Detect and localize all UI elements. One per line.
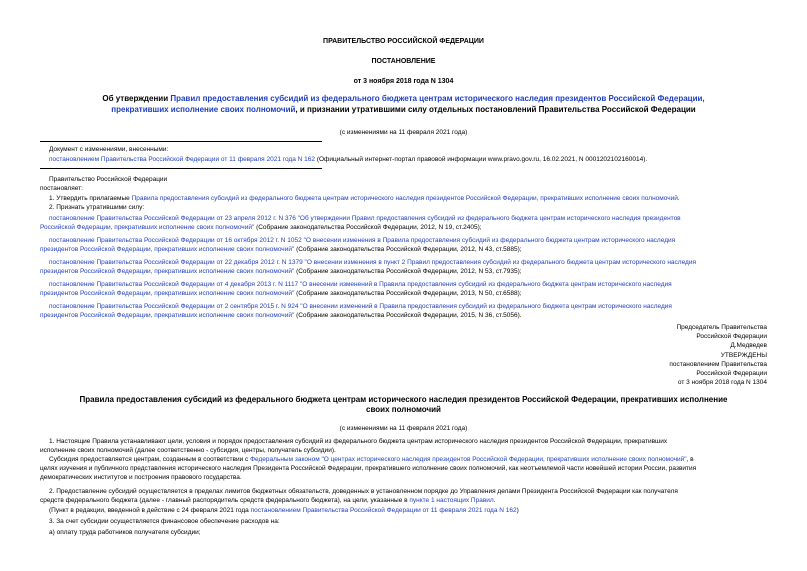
point-1-suffix: . — [677, 195, 680, 202]
rule-subsidy-cont: целях изучения и публичного представления исторического наследия Президента Российской Федерации, прекратившего исполнение своих полномочий, как неотъемлемой части новейшей истории России, развития — [40, 465, 697, 472]
rule-subsidy — [49, 455, 694, 464]
approved-date: от 3 ноября 2018 года N 1304 — [677, 379, 767, 386]
repealed-source: (Собрание законодательства Российской Федерации, 2012, N 43, ст.5885); — [294, 246, 522, 253]
rule-subsidy-suffix: , в — [686, 456, 694, 463]
document-title-line2 — [0, 105, 807, 115]
repealed-source: (Собрание законодательства Российской Федерации, 2015, N 36, ст.5056). — [294, 312, 522, 319]
rule-3a: а) оплату труда работников получателя субсидии; — [49, 529, 201, 536]
rules-link-cont[interactable]: прекративших исполнение своих полномочий — [111, 105, 296, 114]
repealed-link[interactable]: постановление Правительства Российской Федерации от 23 апреля 2012 г. N 376 "Об утверждении Правил предоставления субсидий из федерального бюджета центрам исторического наследия президентов — [49, 215, 681, 222]
rules-title: Правила предоставления субсидий из федерального бюджета центрам исторического наследия президентов Российской Федерации, прекративших исполнение — [79, 395, 728, 404]
point-1 — [49, 194, 680, 203]
repealed-source: (Собрание законодательства Российской Федерации, 2012, N 53, ст.7935); — [294, 268, 522, 275]
amendment-link[interactable]: постановлением Правительства Российской Федерации от 11 февраля 2021 года N 162 — [49, 156, 316, 163]
rule-1: 1. Настоящие Правила устанавливают цели, условия и порядок предоставления субсидий из федерального бюджета центрам исторического наследия президентов Российской Федерации, прекративших — [49, 438, 668, 445]
rule-3: 3. За счет субсидии осуществляется финансовое обеспечение расходов на: — [49, 518, 280, 525]
repealed-link[interactable]: постановление Правительства Российской Федерации от 2 сентября 2015 г. N 924 "О внесении изменений в Правила предоставления субсидий из федерального бюджета центрам исторического наследия — [49, 303, 672, 310]
repealed-item-cont — [40, 289, 522, 298]
repealed-item-cont — [40, 311, 522, 320]
amended-note: (с изменениями на 11 февраля 2021 года) — [339, 129, 468, 136]
amendments-intro: Документ с изменениями, внесенными: — [49, 146, 169, 153]
repealed-link[interactable]: постановление Правительства Российской Федерации от 22 декабря 2012 г. N 1379 "О внесении изменения в пункт 2 Правил предоставления субсидий из федерального бюджета центрам исторического наследия — [49, 259, 696, 266]
decides-line: постановляет: — [40, 185, 83, 192]
point-1-link[interactable]: пункте 1 настоящих Правил — [409, 497, 494, 504]
rule-2-cont — [40, 496, 496, 505]
divider — [40, 141, 322, 142]
repealed-link[interactable]: президентов Российской Федерации, прекративших исполнение своих полномочий" — [40, 268, 295, 275]
amendment-source: (Официальный интернет-портал правовой информации www.pravo.gov.ru, 16.02.2021, N 0001202102160014). — [315, 156, 648, 163]
amendment-link-2[interactable]: постановлением Правительства Российской Федерации от 11 февраля 2021 года N 162 — [250, 507, 517, 514]
approved-by: постановлением Правительства — [669, 361, 767, 368]
repealed-link[interactable]: постановление Правительства Российской Федерации от 16 октября 2012 г. N 1052 "О внесении изменения в Правила предоставления субсидий из федерального бюджета центрам исторического наследия — [49, 237, 676, 244]
repealed-item — [49, 280, 672, 289]
gov-line: Правительство Российской Федерации — [49, 176, 168, 183]
federal-law-link[interactable]: Федеральным законом "О центрах исторического наследия президентов Российской Федерации, прекративших исполнение своих полномочий" — [250, 456, 687, 463]
document-title — [0, 94, 807, 104]
rules-link[interactable]: Правил предоставления субсидий из федерального бюджета центрам исторического наследия президентов Российской Федерации, — [170, 94, 705, 103]
rule-2-prefix: средств федерального бюджета (далее - главный распорядитель средств федерального бюджета), на цели, указанные в — [40, 497, 410, 504]
point-2: 2. Признать утратившими силу: — [49, 204, 145, 211]
authority-heading: ПРАВИТЕЛЬСТВО РОССИЙСКОЙ ФЕДЕРАЦИИ — [323, 38, 484, 45]
repealed-item — [49, 258, 696, 267]
repealed-link[interactable]: президентов Российской Федерации, прекративших исполнение своих полномочий" — [40, 246, 295, 253]
repealed-item-cont — [40, 267, 522, 276]
repealed-source: (Собрание законодательства Российской Федерации, 2012, N 19, ст.2405); — [254, 224, 482, 231]
signature-country: Российской Федерации — [696, 333, 767, 340]
rule-2-note — [49, 506, 519, 515]
repealed-link[interactable]: президентов Российской Федерации, прекративших исполнение своих полномочий" — [40, 312, 295, 319]
repealed-source: (Собрание законодательства Российской Федерации, 2013, N 50, ст.6588); — [294, 290, 522, 297]
doc-type-heading: ПОСТАНОВЛЕНИЕ — [371, 58, 436, 65]
rules-amended: (с изменениями на 11 февраля 2021 года) — [339, 425, 468, 432]
repealed-link[interactable]: постановление Правительства Российской Федерации от 4 декабря 2013 г. N 1117 "О внесении изменений в Правила предоставления субсидий из федерального бюджета центрам исторического наследия — [49, 281, 672, 288]
title-prefix: Об утверждении — [102, 94, 171, 103]
title-suffix: , и признании утратившими силу отдельных постановлений Правительства Российской Федерации — [295, 105, 696, 114]
rules-link-2[interactable]: Правила предоставления субсидий из федерального бюджета центрам исторического наследия президентов Российской Федерации, прекративших исполнение своих полномочий — [131, 195, 678, 202]
rule-1-cont: исполнение своих полномочий (далее соответственно - субсидия, центры, получатель субсидии). — [40, 447, 336, 454]
rule-subsidy-prefix: Субсидия предоставляется центрам, созданным в соответствии с — [49, 456, 251, 463]
signature-name: Д.Медведев — [730, 342, 767, 349]
approved-country: Российской Федерации — [696, 370, 767, 377]
rule-2: 2. Предоставление субсидий осуществляется в пределах лимитов бюджетных обязательств, доведенных в установленном порядке до Управления делами Президента Российской Федерации как получателя — [49, 488, 678, 495]
point-1-prefix: 1. Утвердить прилагаемые — [49, 195, 132, 202]
rule-2-note-suffix: ) — [516, 507, 519, 514]
rules-title-line2: своих полномочий — [366, 405, 441, 414]
signature-title: Председатель Правительства — [676, 324, 767, 331]
approved-label: УТВЕРЖДЕНЫ — [720, 352, 767, 359]
rule-2-note-prefix: (Пункт в редакции, введенной в действие с 24 февраля 2021 года — [49, 507, 251, 514]
repealed-link[interactable]: Российской Федерации, прекративших исполнение своих полномочий" — [40, 224, 255, 231]
repealed-item-cont — [40, 223, 482, 232]
rule-2-suffix: . — [493, 497, 496, 504]
divider — [40, 168, 322, 169]
amendments-line — [49, 155, 647, 164]
repealed-item — [49, 302, 672, 311]
date-number: от 3 ноября 2018 года N 1304 — [353, 78, 454, 85]
repealed-item — [49, 214, 681, 223]
rule-subsidy-cont2: демократических институтов и построения правового государства. — [40, 474, 242, 481]
repealed-item — [49, 236, 675, 245]
repealed-link[interactable]: президентов Российской Федерации, прекративших исполнение своих полномочий" — [40, 290, 295, 297]
repealed-item-cont — [40, 245, 522, 254]
